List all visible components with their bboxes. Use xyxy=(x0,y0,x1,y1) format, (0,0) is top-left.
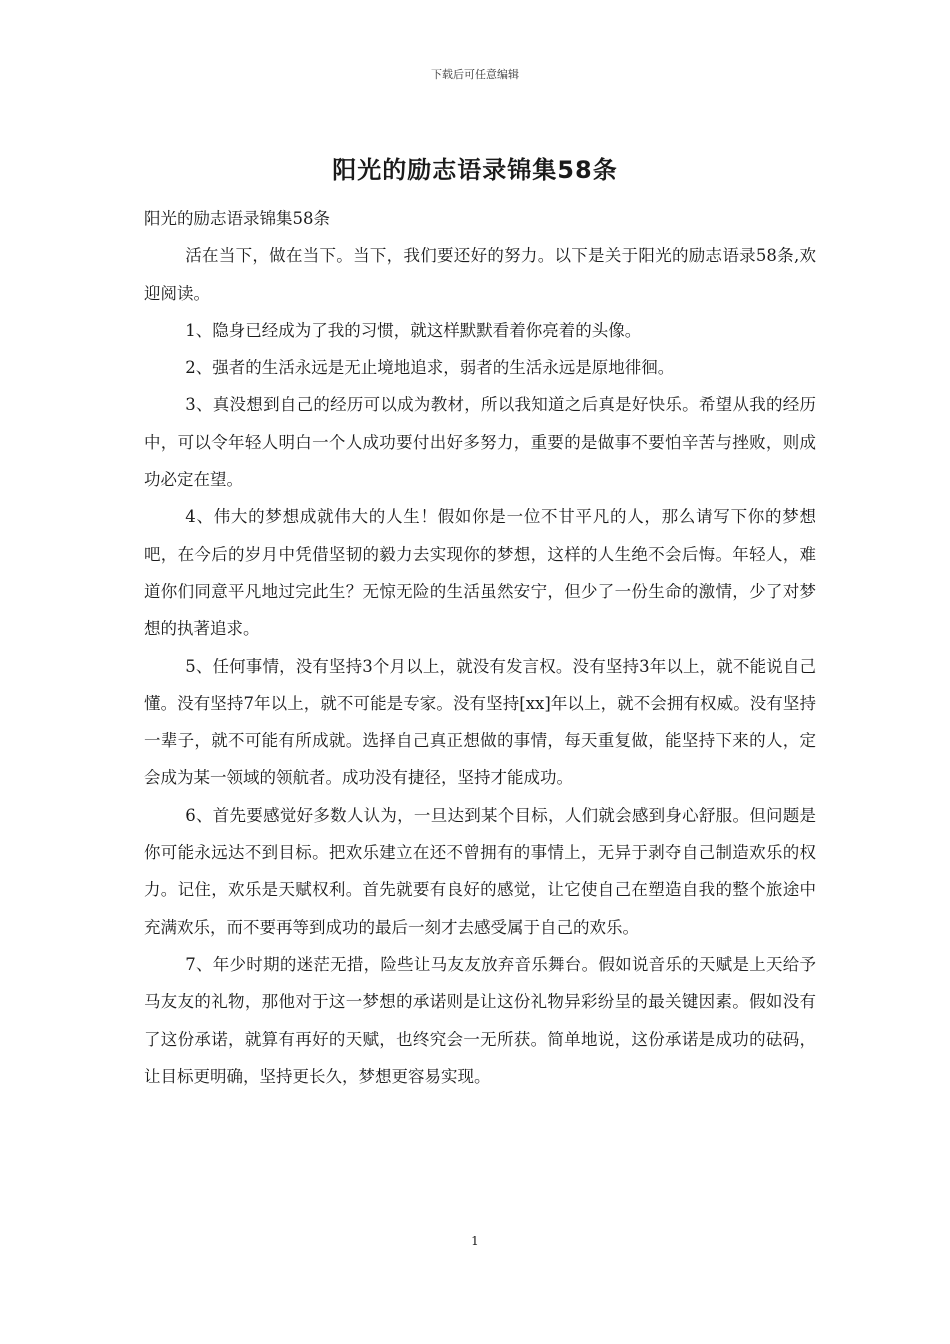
quote-paragraph-3: 3、真没想到自己的经历可以成为教材，所以我知道之后真是好快乐。希望从我的经历中，可以令年轻人明白一个人成功要付出好多努力，重要的是做事不要怕辛苦与挫败，则成功必定在望。 xyxy=(144,395,816,490)
header-note: 下载后可任意编辑 xyxy=(431,68,519,81)
quote-paragraph-2: 2、强者的生活永远是无止境地追求，弱者的生活永远是原地徘徊。 xyxy=(185,358,675,378)
document-subtitle: 阳光的励志语录锦集58条 xyxy=(144,209,330,228)
document-body xyxy=(144,200,816,1095)
quote-paragraph-4: 4、伟大的梦想成就伟大的人生！假如你是一位不甘平凡的人，那么请写下你的梦想吧，在今后的岁月中凭借坚韧的毅力去实现你的梦想，这样的人生绝不会后悔。年轻人，难道你们同意平凡地过完此生？无惊无险的生活虽然安宁，但少了一份生命的激情，少了对梦想的执著追求。 xyxy=(144,507,816,639)
quote-paragraph-7: 7、年少时期的迷茫无措，险些让马友友放弃音乐舞台。假如说音乐的天赋是上天给予马友友的礼物，那他对于这一梦想的承诺则是让这份礼物异彩纷呈的最关键因素。假如没有了这份承诺，就算有再好的天赋，也终究会一无所获。简单地说，这份承诺是成功的砝码，让目标更明确，坚持更长久，梦想更容易实现。 xyxy=(144,954,816,1086)
quote-paragraph-5: 5、任何事情，没有坚持3个月以上，就没有发言权。没有坚持3年以上，就不能说自己懂。没有坚持7年以上，就不可能是专家。没有坚持[xx]年以上，就不会拥有权威。没有坚持一辈子，就不可能有所成就。选择自己真正想做的事情，每天重复做，能坚持下来的人，定会成为某一领域的领航者。成功没有捷径，坚持才能成功。 xyxy=(144,656,816,788)
document-title: 阳光的励志语录锦集58条 xyxy=(332,156,618,184)
page-number: 1 xyxy=(471,1234,479,1248)
quote-paragraph-1: 1、隐身已经成为了我的习惯，就这样默默看着你亮着的头像。 xyxy=(185,320,642,340)
quote-paragraph-6: 6、首先要感觉好多数人认为，一旦达到某个目标，人们就会感到身心舒服。但问题是你可能永远达不到目标。把欢乐建立在还不曾拥有的事情上，无异于剥夺自己制造欢乐的权力。记住，欢乐是天赋权利。首先就要有良好的感觉，让它使自己在塑造自我的整个旅途中充满欢乐，而不要再等到成功的最后一刻才去感受属于自己的欢乐。 xyxy=(144,805,816,937)
intro-paragraph: 活在当下，做在当下。当下，我们要还好的努力。以下是关于阳光的励志语录58条,欢迎阅读。 xyxy=(144,246,816,303)
